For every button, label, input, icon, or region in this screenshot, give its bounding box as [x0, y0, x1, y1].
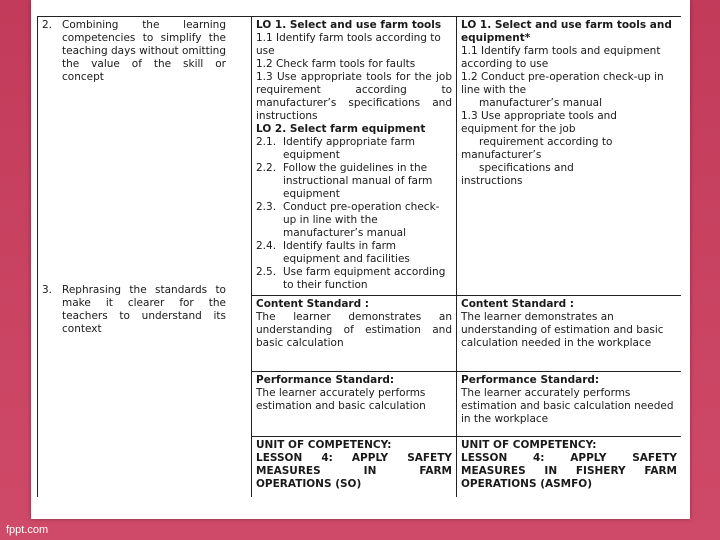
- lo1-item: 1.1 Identify farm tools according to use: [256, 32, 441, 57]
- performance-standard-text: The learner accurately performs estimation and basic calculation: [256, 387, 426, 412]
- unit-lesson: LESSON 4: APPLY SAFETY MEASURES IN FARM OPERATIONS (SO): [256, 452, 452, 490]
- lo1-item: 1.2 Check farm tools for faults: [256, 58, 416, 70]
- lo-item: 1.3 Use appropriate tools and equipment for the job: [461, 110, 617, 135]
- lo2-item-number: 2.4.: [256, 240, 277, 252]
- lo2-item: [256, 136, 452, 162]
- lo2-item-text: Identify faults in farm equipment and facilities: [283, 240, 410, 265]
- lo1-item: 1.3 Use appropriate tools for the job requirement according to manufacturer’s specifications and instructions: [256, 71, 452, 122]
- document-table-viewport: [37, 16, 681, 497]
- lo-item: instructions: [461, 175, 523, 187]
- lo2-item-number: 2.1.: [256, 136, 277, 148]
- performance-standard-text: The learner accurately performs estimation and basic calculation needed in the workplace: [461, 387, 674, 425]
- lo2-item-text: Use farm equipment according to their function: [283, 266, 446, 291]
- learning-outcomes-cell-col3: [457, 17, 682, 296]
- lo2-item-text: Identify appropriate farm equipment: [283, 136, 415, 161]
- content-standard-text: The learner demonstrates an understanding of estimation and basic calculation needed in the workplace: [461, 311, 664, 349]
- lo1-title: LO 1. Select and use farm tools and equipment*: [461, 19, 672, 44]
- lo2-item: [256, 266, 452, 292]
- lo2-item-number: 2.2.: [256, 162, 277, 174]
- criterion-item: [42, 19, 247, 84]
- lo2-item-text: Follow the guidelines in the instructional manual of farm equipment: [283, 162, 433, 200]
- table-row: [38, 17, 682, 296]
- curriculum-table: [37, 16, 681, 497]
- performance-standard-title: Performance Standard:: [461, 374, 600, 386]
- lo-item: manufacturer’s: [461, 149, 542, 161]
- performance-standard-cell-col2: [252, 372, 457, 437]
- unit-lesson: LESSON 4: APPLY SAFETY MEASURES IN FISHERY FARM OPERATIONS (ASMFO): [461, 452, 677, 490]
- lo-item: 1.2 Conduct pre-operation check-up in line with the: [461, 71, 664, 96]
- lo2-item: [256, 240, 452, 266]
- content-standard-text: The learner demonstrates an understanding of estimation and basic calculation: [256, 311, 452, 349]
- criterion-text: Rephrasing the standards to make it clearer for the teachers to understand its context: [62, 284, 226, 335]
- lo-item: manufacturer’s manual: [479, 97, 602, 109]
- lo2-item: [256, 162, 452, 201]
- performance-standard-title: Performance Standard:: [256, 374, 395, 386]
- content-standard-title: Content Standard :: [461, 298, 574, 310]
- lo2-item-text: Conduct pre-operation check-up in line with the manufacturer’s manual: [283, 201, 440, 239]
- learning-outcomes-cell-col2: [252, 17, 457, 296]
- unit-title: UNIT OF COMPETENCY:: [461, 439, 597, 451]
- unit-of-competency-cell-col2: [252, 437, 457, 498]
- content-standard-cell-col2: [252, 296, 457, 372]
- lo2-title: LO 2. Select farm equipment: [256, 123, 426, 135]
- lo2-item-number: 2.5.: [256, 266, 277, 278]
- lo-item: requirement according to: [479, 136, 613, 148]
- criterion-number: 3.: [42, 284, 53, 296]
- lo-item: 1.1 Identify farm tools and equipment according to use: [461, 45, 661, 70]
- performance-standard-cell-col3: [457, 372, 682, 437]
- content-standard-cell-col3: [457, 296, 682, 372]
- lo1-title: LO 1. Select and use farm tools: [256, 19, 442, 31]
- criteria-cell: [38, 17, 252, 498]
- lo-item: specifications and: [479, 162, 574, 174]
- criterion-item: [42, 284, 247, 336]
- criterion-text: Combining the learning competencies to simplify the teaching days without omitting the value of the skill or concept: [62, 19, 226, 83]
- content-standard-title: Content Standard :: [256, 298, 369, 310]
- unit-of-competency-cell-col3: [457, 437, 682, 498]
- footer-brand-text: fppt.com: [6, 524, 49, 536]
- unit-title: UNIT OF COMPETENCY:: [256, 439, 392, 451]
- lo2-item-number: 2.3.: [256, 201, 277, 213]
- lo2-item: [256, 201, 452, 240]
- criterion-number: 2.: [42, 19, 53, 31]
